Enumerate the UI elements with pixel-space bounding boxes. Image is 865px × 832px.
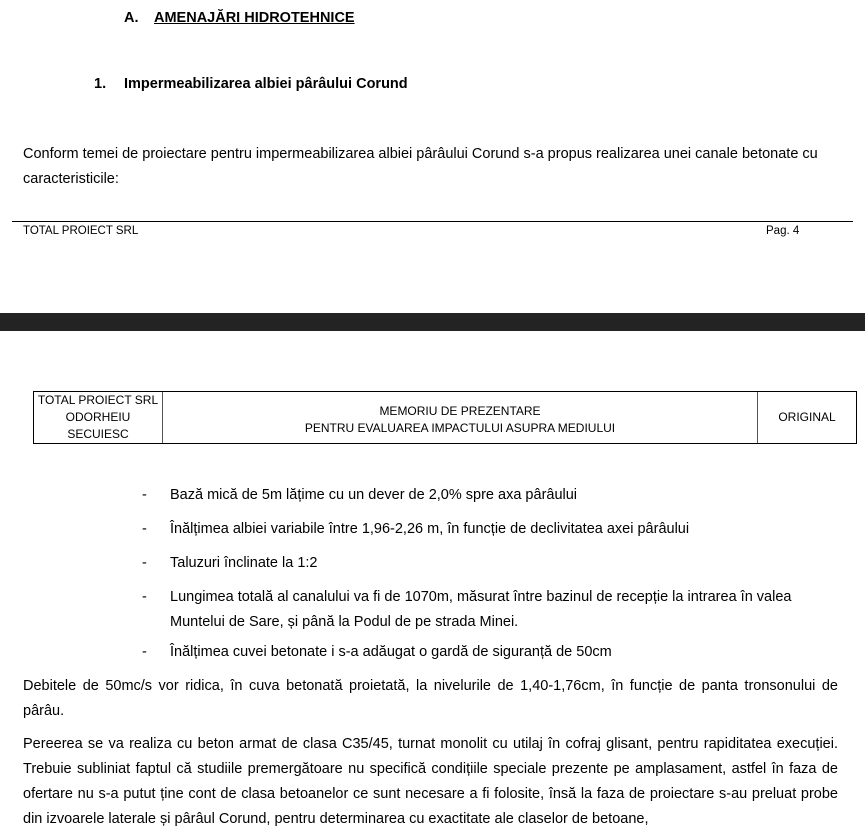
list-item-text: Înălțimea albiei variabile între 1,96-2,26 m, în funcție de declivitatea axei pârâului — [170, 521, 690, 537]
body-paragraph: Pereerea se va realiza cu beton armat de clasa C35/45, turnat monolit cu utilaj în cofraj glisant, pentru rapiditatea execuției. Trebuie subliniat faptul că studiile premergătoare nu specifică condițiile speciale prezente pe amplasament, astfel în faza de ofertare nu s-a putut ține cont de clasa betoanelor ce sunt necesare a fi folosite, însă la faza de proiectare s-au preluat probe din izvoarele laterale și pârâul Corund, pentru determinarea cu exactitate ale claselor de betoane, — [23, 736, 838, 827]
bullet-dash: - — [142, 521, 147, 537]
header-company-cell — [34, 392, 163, 443]
footer-divider — [12, 221, 853, 222]
subsection-heading — [94, 76, 408, 92]
footer-company: TOTAL PROIECT SRL — [23, 225, 139, 237]
subsection-number: 1. — [94, 76, 107, 92]
section-title: AMENAJĂRI HIDROTEHNICE — [154, 10, 355, 26]
document-page-5 — [0, 331, 865, 831]
header-company-name: TOTAL PROIECT SRL — [37, 393, 159, 407]
section-letter: A. — [124, 10, 139, 26]
footer-page-number: Pag. 4 — [766, 225, 800, 237]
list-item-text: Lungimea totală al canalului va fi de 1070m, măsurat între bazinul de recepție la intrarea în valea Muntelui de Sare, și până la Podul de pe strada Minei. — [170, 589, 792, 630]
page-separator — [0, 313, 865, 331]
list-item-text: Bază mică de 5m lățime cu un dever de 2,0% spre axa pârâului — [170, 487, 578, 503]
header-status-cell — [758, 392, 856, 443]
subsection-title: Impermeabilizarea albiei pârâului Corund — [124, 76, 408, 92]
bullet-dash: - — [142, 589, 147, 605]
section-heading — [124, 10, 355, 26]
body-paragraph: Debitele de 50mc/s vor ridica, în cuva betonată proietată, la nivelurile de 1,40-1,76cm, în funcție de panta tronsonului de pârâu. — [23, 678, 838, 719]
header-title-line1: MEMORIU DE PREZENTARE — [379, 403, 541, 418]
bullet-dash: - — [142, 555, 147, 571]
bullet-dash: - — [142, 487, 147, 503]
header-status: ORIGINAL — [778, 410, 836, 424]
header-title-line2: PENTRU EVALUAREA IMPACTULUI ASUPRA MEDIULUI — [304, 420, 616, 435]
page-header-table — [33, 391, 857, 444]
header-title-cell — [163, 392, 758, 443]
bullet-dash: - — [142, 644, 147, 660]
intro-paragraph: Conform temei de proiectare pentru impermeabilizarea albiei pârâului Corund s-a propus realizarea unei canale betonate cu caracteristicile: — [23, 146, 818, 187]
list-item-text: Înălțimea cuvei betonate i s-a adăugat o gardă de siguranță de 50cm — [170, 644, 612, 660]
list-item-text: Taluzuri înclinate la 1:2 — [170, 555, 318, 571]
document-page-4 — [0, 0, 865, 313]
header-company-city: ODORHEIU SECUIESC — [65, 410, 131, 441]
